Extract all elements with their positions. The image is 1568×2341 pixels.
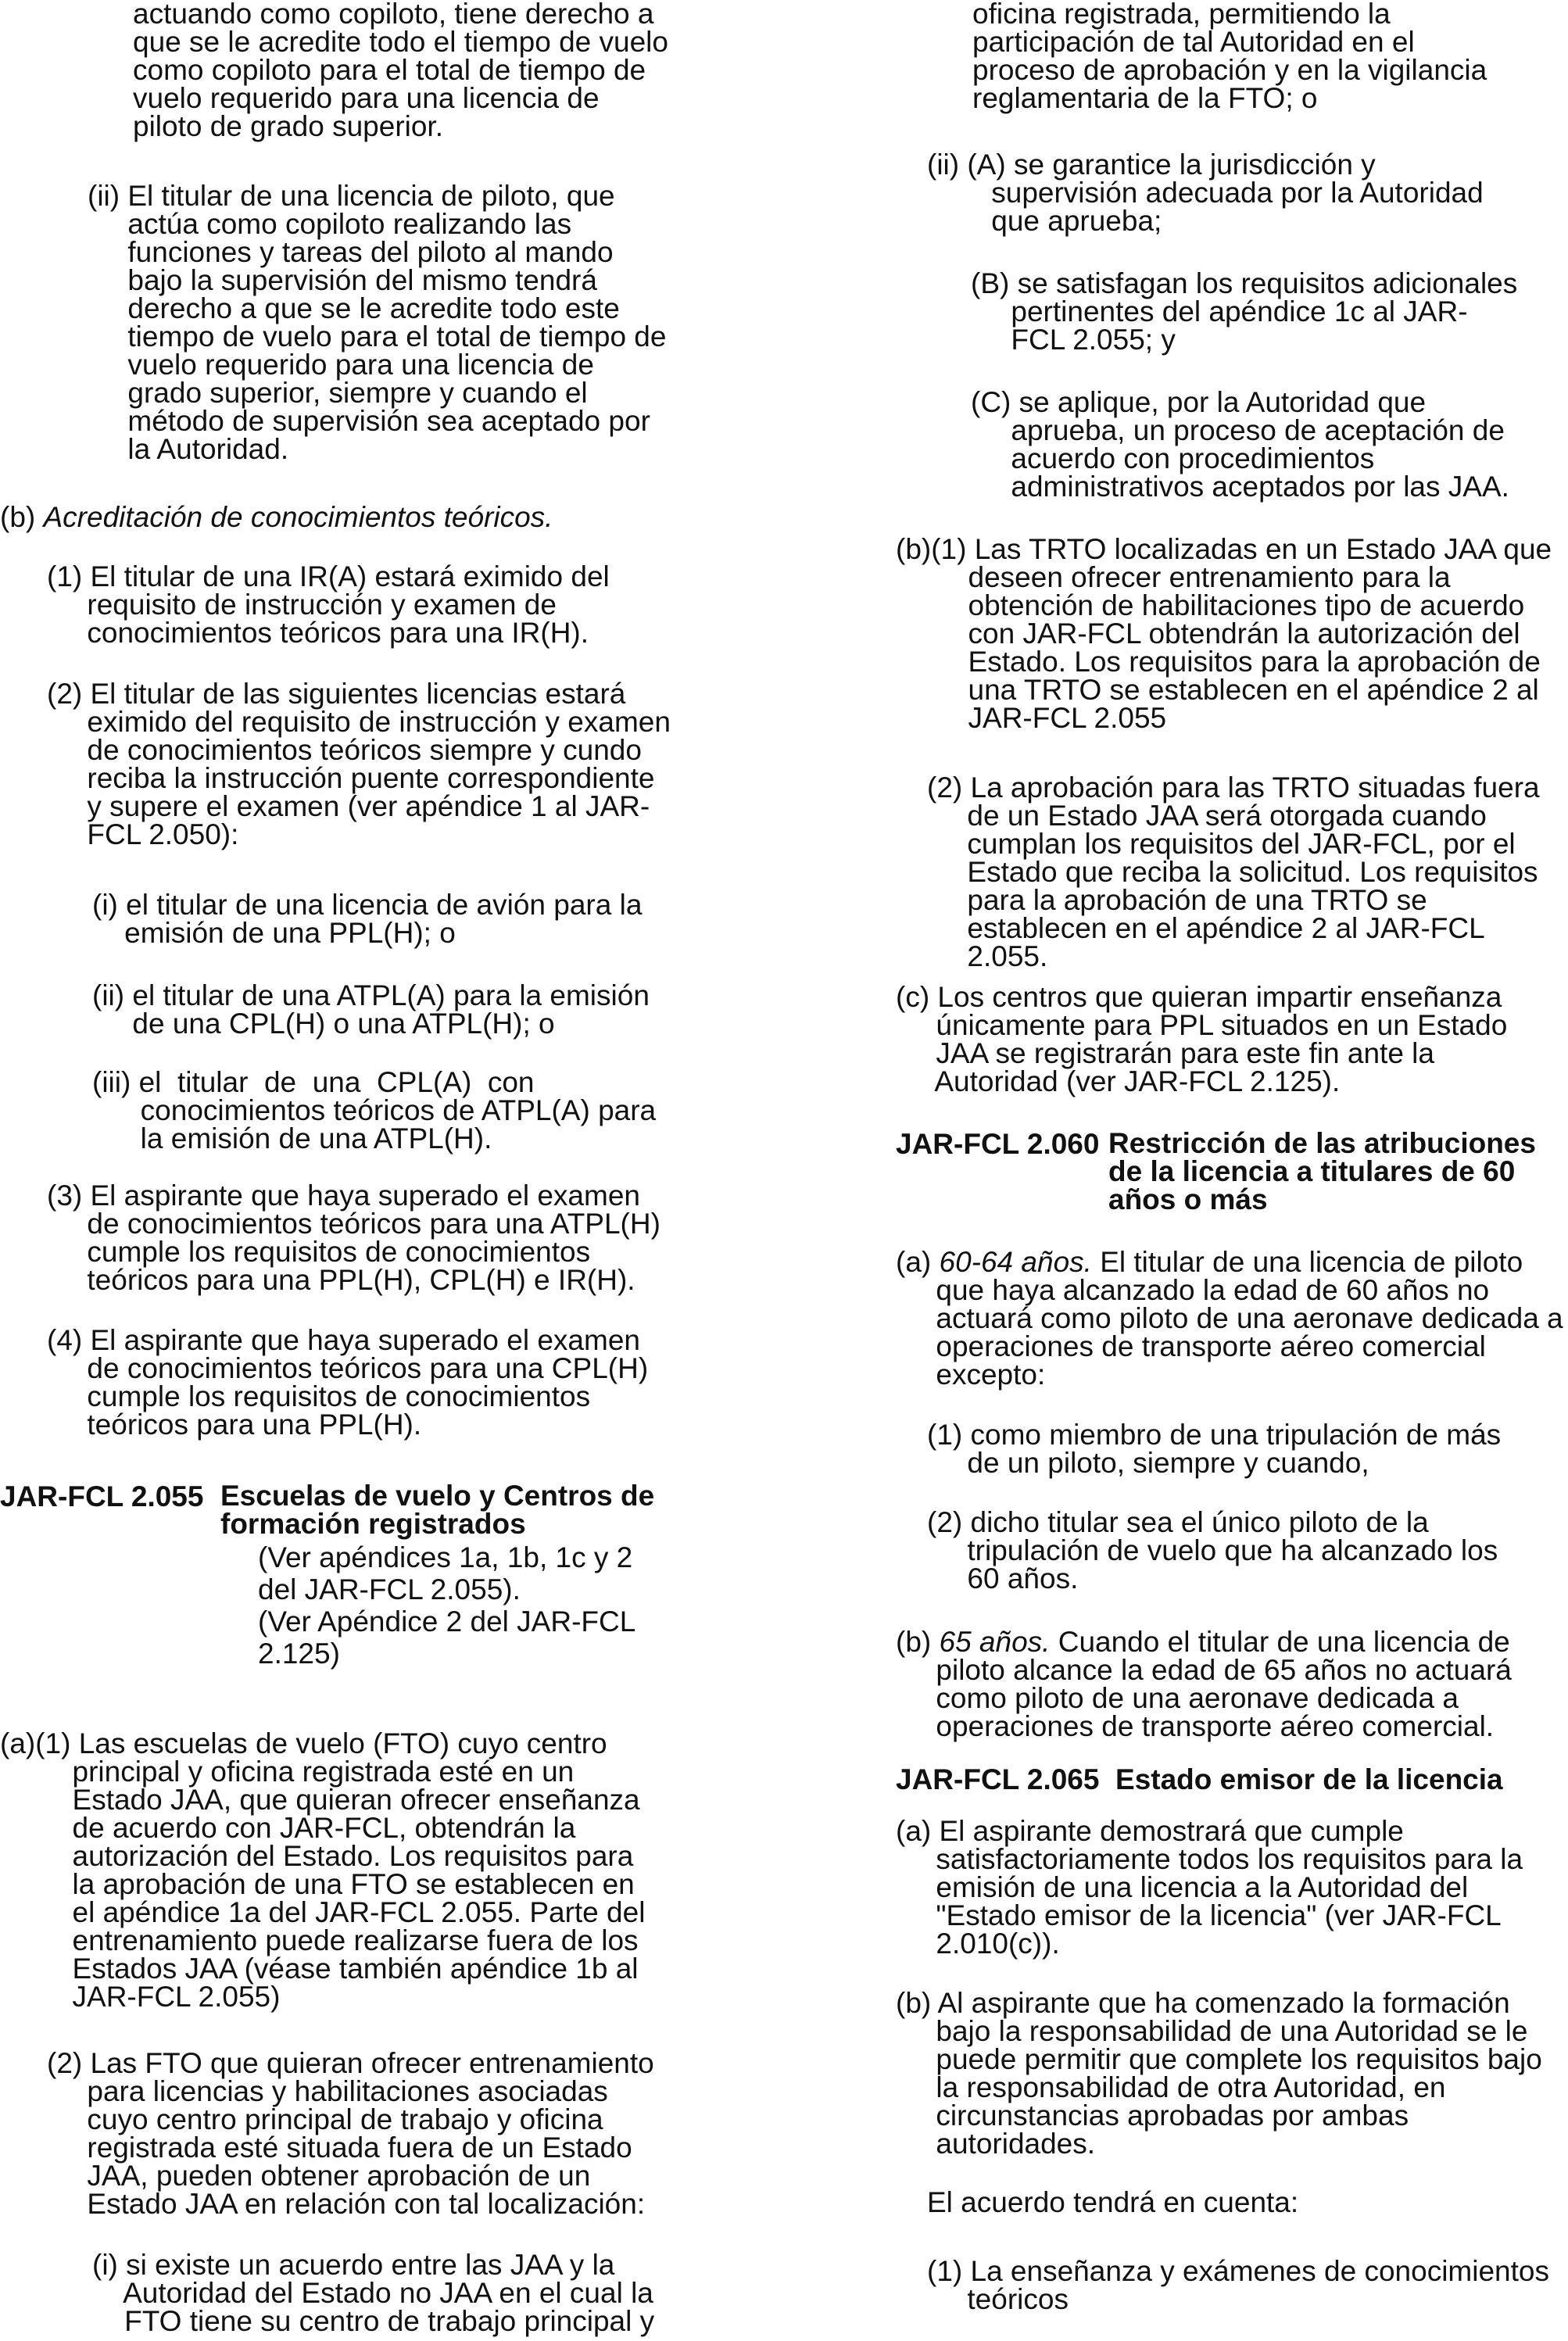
para-r-a1 — [927, 1421, 1501, 1477]
text-line — [896, 1628, 1512, 1656]
text-line: (iii) el titular de una CPL(A) con — [92, 1066, 535, 1098]
text-line: "Estado emisor de la licencia" (ver JAR-FCL — [896, 1899, 1502, 1931]
para-ii-copiloto — [88, 182, 666, 464]
text-line: circunstancias aprobadas por ambas — [896, 2099, 1409, 2132]
text-line: FCL 2.050): — [47, 818, 239, 850]
text-line: piloto de grado superior. — [133, 110, 443, 142]
text-line: (C) se aplique, por la Autoridad que — [971, 386, 1427, 418]
text-line: establecen en el apéndice 2 al JAR-FCL — [927, 912, 1485, 944]
para-intro-cont — [133, 0, 668, 141]
para-a2-i — [92, 2251, 654, 2336]
ref-line: del JAR-FCL 2.055). — [258, 1573, 521, 1605]
text-line: (a) El aspirante demostrará que cumple — [896, 1815, 1404, 1847]
text-line: emisión de una licencia a la Autoridad del — [896, 1871, 1469, 1903]
text-line: método de supervisión sea aceptado por — [88, 405, 650, 437]
text-line: actuará como piloto de una aeronave dedicada a — [896, 1302, 1563, 1334]
text-line: (ii) el titular de una ATPL(A) para la emisión — [92, 979, 650, 1011]
text-line: (2) El titular de las siguientes licencias estará — [47, 678, 626, 710]
text-line: cumple los requisitos de conocimientos — [47, 1380, 591, 1412]
text-line: acuerdo con procedimientos — [971, 442, 1375, 474]
text-line: piloto alcance la edad de 65 años no actuará — [896, 1654, 1512, 1686]
text-line: (1) La enseñanza y exámenes de conocimientos — [927, 2255, 1549, 2287]
text-line: con JAR-FCL obtendrán la autorización del — [896, 617, 1520, 650]
text-line: deseen ofrecer entrenamiento para la — [896, 561, 1451, 593]
text-line: JAA, pueden obtener aprobación de un — [47, 2160, 591, 2192]
text-line: reciba la instrucción puente correspondiente — [47, 762, 655, 794]
text-line: (1) El titular de una IR(A) estará eximido del — [47, 560, 610, 592]
text-line: (b) Al aspirante que ha comenzado la formación — [896, 1987, 1510, 2019]
ref-line: (Ver Apéndice 2 del JAR-FCL — [258, 1605, 636, 1638]
text-line: pertinentes del apéndice 1c al JAR- — [971, 295, 1468, 328]
text-line: (4) El aspirante que haya superado el examen — [47, 1324, 640, 1356]
text-line: de conocimientos teóricos para una ATPL(H) — [47, 1208, 660, 1240]
title-line: Escuelas de vuelo y Centros de — [220, 1480, 655, 1512]
para-r-acuerdo-1 — [927, 2257, 1549, 2314]
text-line — [896, 1248, 1563, 1276]
italic-lead: 65 años. — [939, 1626, 1051, 1658]
text-line: de conocimientos teóricos siempre y cundo — [47, 734, 642, 766]
text-line: Estado que reciba la solicitud. Los requisitos — [927, 856, 1538, 888]
text-line: el apéndice 1a del JAR-FCL 2.055. Parte del — [0, 1896, 646, 1928]
text-line: puede permitir que complete los requisitos bajo — [896, 2043, 1542, 2075]
text-line: la aprobación de una FTO se establecen en — [0, 1868, 635, 1900]
para-r-acuerdo — [927, 2186, 1299, 2218]
ref-line: 2.125) — [258, 1638, 340, 1670]
text-line: excepto: — [896, 1358, 1046, 1391]
para-b3 — [47, 1179, 660, 1296]
text-line: vuelo requerido para una licencia de — [88, 349, 594, 381]
text-line: bajo la responsabilidad de una Autoridad se le — [896, 2015, 1528, 2047]
text-line: teóricos para una PPL(H). — [47, 1409, 422, 1441]
text-line: aprueba, un proceso de aceptación de — [971, 414, 1505, 446]
text-line: de un piloto, siempre y cuando, — [927, 1447, 1369, 1479]
text-line: Estado. Los requisitos para la aprobación de — [896, 646, 1541, 678]
text-line: El acuerdo tendrá en cuenta: — [927, 2186, 1299, 2218]
text-line: (ii) El titular de una licencia de piloto, que — [88, 180, 615, 212]
text-line: grado superior, siempre y cuando el — [88, 377, 588, 409]
para-r-065-b — [896, 1989, 1542, 2158]
text-line: derecho a que se le acredite todo este — [88, 292, 620, 324]
para-r-cont — [972, 0, 1487, 113]
text-line: para licencias y habilitaciones asociadas — [47, 2075, 608, 2107]
para-r-065-a — [896, 1817, 1523, 1958]
text-line: entrenamiento puede realizarse fuera de los — [0, 1924, 639, 1956]
text-line: 2.055. — [927, 940, 1048, 972]
text-line: JAR-FCL 2.055 — [896, 702, 1167, 734]
text-line: principal y oficina registrada esté en un — [0, 1756, 575, 1788]
text-line: obtención de habilitaciones tipo de acuerdo — [896, 589, 1525, 621]
text-line: JAA se registrarán para este fin ante la — [896, 1037, 1434, 1069]
text-line: actuando como copiloto, tiene derecho a — [133, 0, 654, 30]
text-line: como copiloto para el total de tiempo de — [133, 54, 646, 86]
text-line: Estados JAA (véase también apéndice 1b al — [0, 1953, 639, 1985]
section-code-2055: JAR-FCL 2.055 — [0, 1480, 204, 1512]
text-line: actúa como copiloto realizando las — [88, 208, 572, 240]
text-line: (1) como miembro de una tripulación de más — [927, 1419, 1502, 1451]
text-line: FTO tiene su centro de trabajo principal y — [92, 2305, 655, 2337]
para-a2 — [47, 2049, 654, 2218]
text-line: (2) dicho titular sea el único piloto de la — [927, 1506, 1429, 1538]
text-line: eximido del requisito de instrucción y examen — [47, 706, 671, 738]
para-r-a2 — [927, 1506, 1498, 1595]
para-b2 — [47, 680, 671, 849]
text-line: supervisión adecuada por la Autoridad — [927, 177, 1484, 209]
para-r-b2 — [927, 771, 1540, 972]
title-line: de la licencia a titulares de 60 — [1108, 1155, 1516, 1187]
text-line: (3) El aspirante que haya superado el examen — [47, 1179, 640, 1212]
item-label: (b) — [896, 1626, 940, 1658]
item-label: (b) — [0, 501, 44, 533]
text-line: 60 años. — [927, 1562, 1079, 1595]
para-r-c-centros — [896, 983, 1507, 1096]
text-line: cumple los requisitos de conocimientos — [47, 1236, 591, 1268]
para-r-b — [971, 267, 1518, 356]
text-line: únicamente para PPL situados en un Estado — [896, 1009, 1508, 1041]
text-line: cumplan los requisitos del JAR-FCL, por el — [927, 828, 1516, 860]
text-line: Estado JAA, que quieran ofrecer enseñanza — [0, 1784, 640, 1816]
para-r-ii-a — [927, 151, 1484, 235]
para-a1 — [0, 1727, 646, 2013]
text-line: de un Estado JAA será otorgada cuando — [927, 800, 1487, 832]
text-line: autorización del Estado. Los requisitos para — [0, 1840, 634, 1872]
text-line: tripulación de vuelo que ha alcanzado los — [927, 1534, 1498, 1566]
text-line: requisito de instrucción y examen de — [47, 589, 557, 621]
text-line: satisfactoriamente todos los requisitos para la — [896, 1843, 1523, 1875]
para-b4 — [47, 1326, 648, 1439]
text-line: la emisión de una ATPL(H). — [92, 1122, 492, 1154]
para-r-b1 — [896, 535, 1552, 732]
text-line: (B) se satisfagan los requisitos adicionales — [971, 267, 1518, 299]
para-r-c — [971, 388, 1509, 501]
para-b2-ii — [92, 979, 650, 1040]
text-line: teóricos — [927, 2283, 1069, 2315]
para-r-a-6064 — [896, 1248, 1563, 1389]
text-line: proceso de aprobación y en la vigilancia — [972, 54, 1487, 86]
text-line: Estado JAA en relación con tal localización: — [47, 2188, 646, 2220]
text-line: (ii) (A) se garantice la jurisdicción y — [927, 149, 1376, 181]
text-line: y supere el examen (ver apéndice 1 al JAR- — [47, 790, 650, 822]
para-b2-i — [92, 891, 642, 947]
section-title-2060 — [1108, 1129, 1536, 1214]
para-b2-iii — [92, 1068, 656, 1153]
text-line: de acuerdo con JAR-FCL, obtendrán la — [0, 1812, 576, 1844]
text-line: la Autoridad. — [88, 433, 289, 465]
text-line: vuelo requerido para una licencia de — [133, 82, 600, 114]
text-line: administrativos aceptados por las JAA. — [971, 471, 1509, 503]
text-line: de una CPL(H) o una ATPL(H); o — [92, 1008, 555, 1040]
ref-line: (Ver apéndices 1a, 1b, 1c y 2 — [258, 1541, 633, 1573]
section-heading-2065: JAR-FCL 2.065 Estado emisor de la licencia — [896, 1763, 1503, 1795]
text-line: que aprueba; — [927, 205, 1162, 237]
text-line: (2) Las FTO que quieran ofrecer entrenamiento — [47, 2047, 654, 2079]
text-line: operaciones de transporte aéreo comercial — [896, 1330, 1486, 1362]
text-line — [0, 503, 553, 532]
text-line: funciones y tareas del piloto al mando — [88, 236, 614, 268]
section-code-2060: JAR-FCL 2.060 — [896, 1128, 1100, 1160]
text-line: FCL 2.055; y — [971, 324, 1176, 356]
text-line: para la aprobación de una TRTO se — [927, 884, 1427, 916]
text-line: cuyo centro principal de trabajo y oficina — [47, 2103, 603, 2135]
italic-heading: Acreditación de conocimientos teóricos. — [43, 501, 553, 533]
text-line: (i) el titular de una licencia de avión para la — [92, 889, 643, 921]
title-line: Restricción de las atribuciones — [1108, 1127, 1536, 1159]
section-title-2055 — [220, 1482, 654, 1538]
text-line: una TRTO se establecen en el apéndice 2 al — [896, 674, 1539, 706]
text-line: (2) La aprobación para las TRTO situadas fuera — [927, 771, 1540, 804]
italic-lead: 60-64 años. — [939, 1246, 1092, 1278]
text-line: Autoridad del Estado no JAA en el cual la — [92, 2277, 653, 2309]
text-line: JAR-FCL 2.055) — [0, 1981, 281, 2013]
text-line: Autoridad (ver JAR-FCL 2.125). — [896, 1065, 1341, 1097]
text-line: teóricos para una PPL(H), CPL(H) e IR(H). — [47, 1264, 635, 1296]
text-line: operaciones de transporte aéreo comercial. — [896, 1710, 1495, 1742]
text-line: (b)(1) Las TRTO localizadas en un Estado JAA que — [896, 533, 1552, 565]
text-line: emisión de una PPL(H); o — [92, 917, 456, 949]
section-refs-2055 — [258, 1541, 635, 1670]
text-line: bajo la supervisión del mismo tendrá — [88, 264, 597, 296]
text-line: que haya alcanzado la edad de 60 años no — [896, 1274, 1490, 1306]
title-line: formación registrados — [220, 1508, 526, 1540]
text-line: de conocimientos teóricos para una CPL(H) — [47, 1352, 649, 1384]
text-line: reglamentaria de la FTO; o — [972, 82, 1318, 114]
text-line: (c) Los centros que quieran impartir enseñanza — [896, 981, 1502, 1013]
para-r-b-65 — [896, 1628, 1512, 1741]
line-text: El titular de una licencia de piloto — [1091, 1246, 1523, 1278]
text-line: como piloto de una aeronave dedicada a — [896, 1682, 1459, 1714]
text-line: conocimientos teóricos de ATPL(A) para — [92, 1094, 657, 1126]
text-line: (a)(1) Las escuelas de vuelo (FTO) cuyo centro — [0, 1727, 607, 1759]
text-line: registrada esté situada fuera de un Estado — [47, 2132, 632, 2164]
text-line: conocimientos teóricos para una IR(H). — [47, 617, 589, 649]
line-text: Cuando el titular de una licencia de — [1050, 1626, 1510, 1658]
text-line: autoridades. — [896, 2128, 1096, 2160]
text-line: (i) si existe un acuerdo entre las JAA y la — [92, 2249, 615, 2281]
text-line: 2.010(c)). — [896, 1928, 1060, 1960]
text-line: que se le acredite todo el tiempo de vuelo — [133, 26, 668, 58]
title-line: años o más — [1108, 1183, 1268, 1215]
item-label: (a) — [896, 1246, 940, 1278]
para-b1 — [47, 560, 610, 649]
text-line: oficina registrada, permitiendo la — [972, 0, 1391, 30]
text-line: tiempo de vuelo para el total de tiempo de — [88, 320, 667, 353]
text-line: la responsabilidad de otra Autoridad, en — [896, 2071, 1446, 2103]
para-b-heading — [0, 503, 553, 532]
text-line: participación de tal Autoridad en el — [972, 26, 1415, 58]
